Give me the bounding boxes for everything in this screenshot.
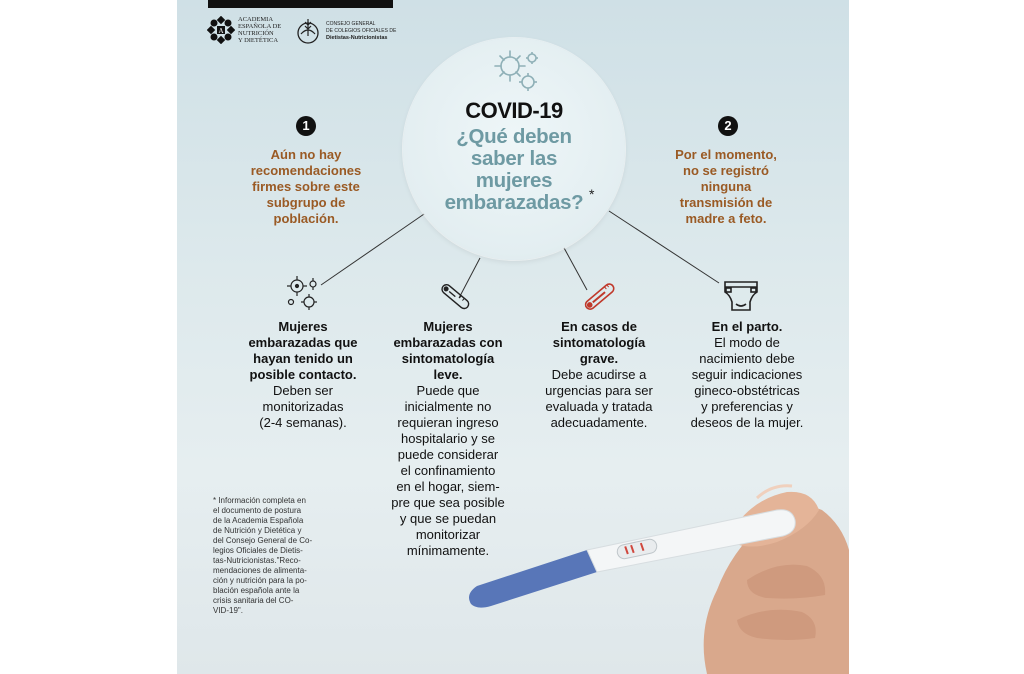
info-column-severe [529,319,669,431]
column-heading-line: embarazadas que [248,335,358,350]
question-line: embarazadas? [444,191,584,214]
column-body-line: requieran ingreso [397,415,499,430]
point-line: recomendaciones [250,163,362,178]
point-text-1 [233,147,379,227]
academia-line: NUTRICIÓN [238,30,274,37]
column-heading-line: grave. [579,351,619,366]
point-line: Por el momento, [675,147,777,162]
column-heading-line: En el parto. [711,319,783,334]
column-body-line: deseos de la mujer. [690,415,804,430]
column-heading-line: sintomatología [401,351,495,366]
academia-line: Y DIETÉTICA [238,37,279,44]
thermometer-icon [435,278,475,316]
point-line: madre a feto. [685,211,767,226]
column-body-line: monitorizar [415,527,481,542]
column-body-line: Puede que [416,383,480,398]
thermometer-hot-icon [579,278,621,316]
coronavirus-icon [490,44,546,94]
footnote-line: ción y nutrición para la po- [213,576,307,585]
column-body-line: evaluada y tratada [545,399,653,414]
footnote-line: VID-19". [213,606,243,615]
question-line: ¿Qué deben [456,125,572,148]
column-heading-line: hayan tenido un [253,351,353,366]
column-body-line: urgencias para ser [545,383,653,398]
consejo-line: CONSEJO GENERAL [326,20,376,27]
column-heading-line: leve. [433,367,463,382]
column-body-line: y que se puedan [399,511,497,526]
footnote-line: crisis sanitaria del CO- [213,596,294,605]
footnote-line: de Nutrición y Dietética y [213,526,302,535]
point-line: población. [273,211,339,226]
column-heading-line: Mujeres [278,319,328,334]
point-line: subgrupo de [266,195,346,210]
column-heading-line: Mujeres [423,319,473,334]
column-body-line: y preferencias y [701,399,793,414]
column-body-line: puede considerar [397,447,499,462]
point-line: no se registró [683,163,769,178]
column-body-line: gineco-obstétricas [694,383,800,398]
question-line: saber las [470,147,558,170]
column-body-line: (2-4 semanas). [259,415,347,430]
column-body-line: monitorizadas [262,399,344,414]
point-number-2: 2 [718,116,738,136]
infographic-poster [177,0,849,674]
footnote-line: de la Academia Española [213,516,304,525]
academia-line: ESPAÑOLA DE [238,23,282,30]
point-line: transmisión de [679,195,773,210]
column-heading-line: sintomatología [552,335,646,350]
title-circle [403,38,625,260]
point-line: Aún no hay [270,147,342,162]
virus-icon [283,272,323,312]
column-body-line: nacimiento debe [699,351,795,366]
column-body-line: mínimamente. [406,543,490,558]
footnote-line: del Consejo General de Co- [213,536,313,545]
column-body-line: El modo de [714,335,780,350]
column-heading-line: posible contacto. [249,367,357,382]
point-number-1: 1 [296,116,316,136]
column-body-line: seguir indicaciones [691,367,803,382]
pregnancy-test-illustration [447,480,849,674]
point-line: ninguna [700,179,752,194]
column-body-line: el confinamiento [400,463,496,478]
info-column-birth [673,319,821,431]
svg-text:A: A [218,27,224,35]
asterisk-mark: * [589,186,595,202]
footnote-line: * Información completa en [213,496,306,505]
footnote-line: mendaciones de alimenta- [213,566,307,575]
footnote-line: el documento de postura [213,506,302,515]
column-body-line: hospitalario y se [401,431,495,446]
footnote [213,496,331,616]
column-body-line: Deben ser [273,383,333,398]
diaper-icon [722,278,760,314]
academia-line: ACADEMIA [238,16,274,23]
consejo-line: Dietistas-Nutricionistas [326,34,388,41]
column-heading-line: En casos de [561,319,637,334]
column-body-line: Debe acudirse a [551,367,647,382]
footnote-line: tas-Nutricionistas."Reco- [213,556,301,565]
column-body-line: pre que sea posible [391,495,505,510]
question-line: mujeres [475,169,553,192]
column-heading-line: embarazadas con [393,335,503,350]
info-column-contact [235,319,371,431]
footnote-line: blación española ante la [213,586,300,595]
column-body-line: en el hogar, siem- [396,479,500,494]
footnote-line: legios Oficiales de Dietis- [213,546,303,555]
column-body-line: inicialmente no [404,399,492,414]
point-line: firmes sobre este [252,179,360,194]
question-heading [425,126,603,214]
consejo-line: DE COLEGIOS OFICIALES DE [326,27,397,34]
point-text-2 [661,147,791,227]
page-title: COVID-19 [465,98,563,123]
column-body-line: adecuadamente. [550,415,648,430]
